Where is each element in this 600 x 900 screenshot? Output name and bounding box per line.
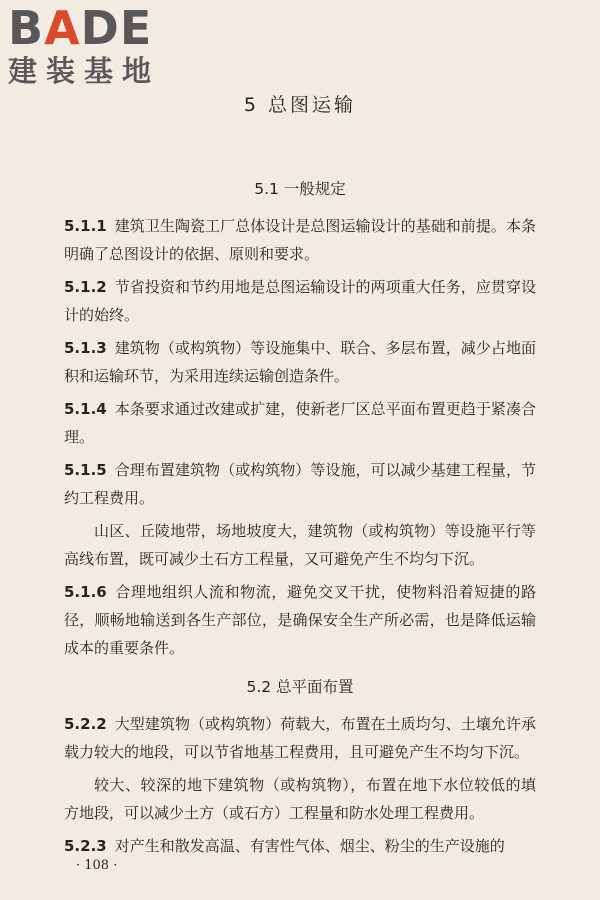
clause-number: 5.1.2 <box>64 278 107 296</box>
logo-wordmark: BADE <box>8 1 153 55</box>
logo <box>8 1 178 88</box>
clause-number: 5.2.2 <box>64 715 107 733</box>
clause <box>64 710 536 766</box>
section-title: 5.2 总平面布置 <box>246 678 354 696</box>
clause-text: 合理布置建筑物（或构筑物）等设施，可以减少基建工程量，节约工程费用。 <box>64 461 536 507</box>
clause-number: 5.1.1 <box>64 217 107 235</box>
clause <box>64 456 536 512</box>
logo-chinese-text: 建装基地 <box>8 54 161 88</box>
logo-accent-letter: A <box>44 1 81 55</box>
clause-text: 建筑物（或构筑物）等设施集中、联合、多层布置，减少占地面积和运输环节，为采用连续运输创造条件。 <box>64 339 536 385</box>
clause <box>64 273 536 329</box>
page-number: · 108 · <box>76 858 118 873</box>
paragraph: 较大、较深的地下建筑物（或构筑物），布置在地下水位较低的填方地段，可以减少土方（或石方）工程量和防水处理工程费用。 <box>64 776 536 822</box>
clause-number: 5.1.6 <box>64 583 107 601</box>
document-body <box>64 176 536 865</box>
clause <box>64 395 536 451</box>
clause <box>64 334 536 390</box>
clause-text: 建筑卫生陶瓷工厂总体设计是总图运输设计的基础和前提。本条明确了总图设计的依据、原则和要求。 <box>64 217 536 263</box>
clause <box>64 832 536 860</box>
clause-text: 合理地组织人流和物流，避免交叉干扰，使物料沿着短捷的路径，顺畅地输送到各生产部位，是确保安全生产所必需，也是降低运输成本的重要条件。 <box>64 583 536 657</box>
clause <box>64 578 536 662</box>
clause-number: 5.1.4 <box>64 400 107 418</box>
clause-text: 本条要求通过改建或扩建，使新老厂区总平面布置更趋于紧凑合理。 <box>64 400 536 446</box>
clause-number: 5.2.3 <box>64 837 107 855</box>
clause <box>64 212 536 268</box>
paragraph: 山区、丘陵地带，场地坡度大，建筑物（或构筑物）等设施平行等高线布置，既可减少土石方工程量，又可避免产生不均匀下沉。 <box>64 522 536 568</box>
clause-number: 5.1.3 <box>64 339 107 357</box>
clause-number: 5.1.5 <box>64 461 107 479</box>
clause-text: 大型建筑物（或构筑物）荷载大，布置在土质均匀、土壤允许承载力较大的地段，可以节省地基工程费用，且可避免产生不均匀下沉。 <box>64 715 536 761</box>
clause-text: 节省投资和节约用地是总图运输设计的两项重大任务，应贯穿设计的始终。 <box>64 278 536 324</box>
clause-text: 对产生和散发高温、有害性气体、烟尘、粉尘的生产设施的 <box>114 837 505 855</box>
section-title: 5.1 一般规定 <box>254 180 346 198</box>
chapter-title: 5 总图运输 <box>243 94 357 116</box>
